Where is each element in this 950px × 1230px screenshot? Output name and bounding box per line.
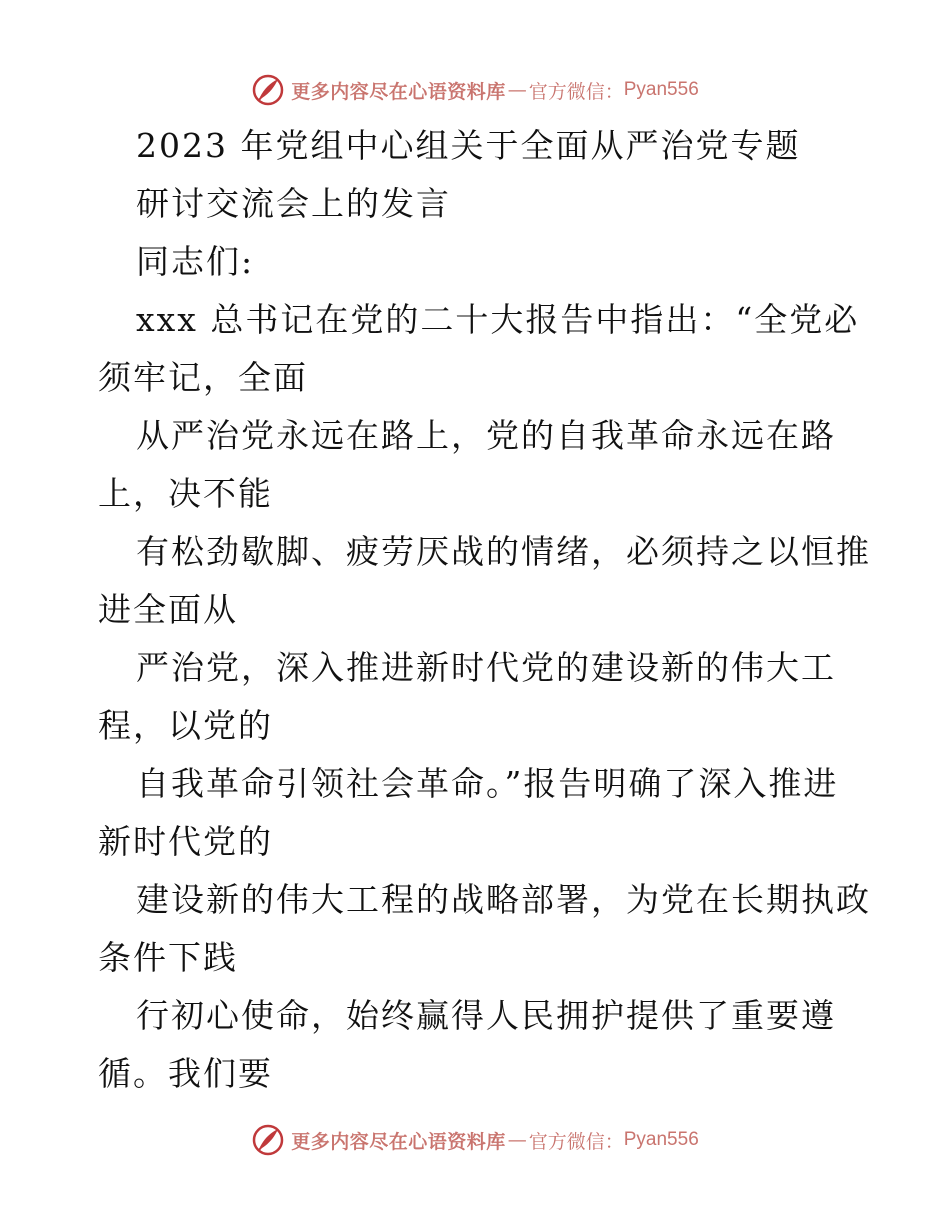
doc-line: 建设新的伟大工程的战略部署，为党在长期执政 [136,880,871,919]
doc-line: 从严治党永远在路上，党的自我革命永远在路 [136,416,836,455]
header-watermark-banner [0,68,950,112]
banner-text: 更多内容尽在心语资料库 [291,1130,506,1153]
document-body [98,117,871,1103]
doc-line: 上，决不能 [98,474,273,513]
doc-line: 研讨交流会上的发言 [136,184,451,223]
quill-logo-icon [251,73,285,107]
banner-separator: — [507,1129,527,1151]
banner-separator: — [507,79,527,101]
doc-line: 程，以党的 [98,706,273,745]
banner-wechat-id: Pyan556 [623,79,699,100]
doc-line: 进全面从 [98,590,238,629]
banner-wechat-label: 官方微信： [528,80,624,103]
footer-watermark-banner [0,1118,950,1162]
quill-logo-icon [251,1123,285,1157]
doc-line: 新时代党的 [98,822,273,861]
doc-line: 同志们: [136,242,255,281]
doc-line: 行初心使命，始终赢得人民拥护提供了重要遵 [136,996,836,1035]
doc-line: 条件下践 [98,938,238,977]
banner-text: 更多内容尽在心语资料库 [291,80,506,103]
doc-line: 有松劲歇脚、疲劳厌战的情绪，必须持之以恒推 [136,532,871,571]
doc-line: 自我革命引领社会革命。”报告明确了深入推进 [136,764,839,803]
doc-line: xxx 总书记在党的二十大报告中指出：“全党必 [136,300,860,339]
doc-line: 须牢记，全面 [98,358,308,397]
doc-line: 严治党，深入推进新时代党的建设新的伟大工 [136,648,836,687]
banner-wechat-id: Pyan556 [623,1129,699,1150]
doc-line: 循。我们要 [98,1054,273,1093]
banner-wechat-label: 官方微信： [528,1130,624,1153]
doc-line: 2023 年党组中心组关于全面从严治党专题 [136,126,801,165]
